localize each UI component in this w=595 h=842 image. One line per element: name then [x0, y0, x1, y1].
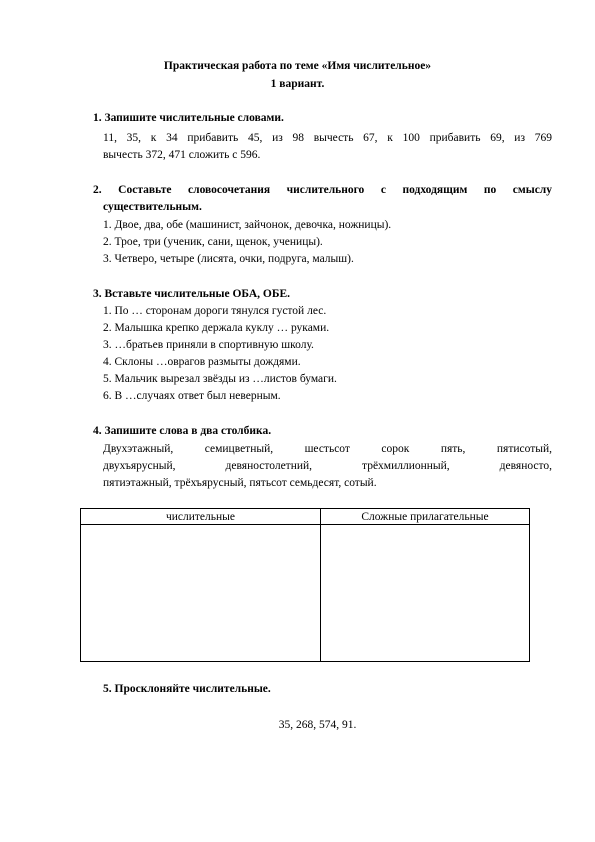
- task5-heading: 5. Просклоняйте числительные.: [103, 683, 271, 695]
- task3-heading: 3. Вставьте числительные ОБА, ОБЕ.: [93, 288, 291, 300]
- task4-words-line2: двухъярусный, девяностолетний, трёхмиллионный, девяносто,: [103, 460, 552, 472]
- task2-item-3: 3. Четверо, четыре (лисята, очки, подруга, малыш).: [103, 253, 354, 265]
- task4-words-line3: пятиэтажный, трёхъярусный, пятьсот семьдесят, сотый.: [103, 477, 377, 489]
- page-title: Практическая работа по теме «Имя числительное»: [163, 60, 432, 72]
- variant-label: 1 вариант.: [270, 78, 325, 90]
- task3-item-3: 3. …братьев приняли в спортивную школу.: [103, 339, 314, 351]
- task2-heading-line1: 2. Составьте словосочетания числительного с подходящим по смыслу: [93, 184, 552, 196]
- two-column-table: [80, 508, 530, 662]
- table-header-compound-adjectives: Сложные прилагательные: [321, 509, 530, 525]
- task5-numbers: 35, 268, 574, 91.: [278, 719, 357, 731]
- task3-item-4: 4. Склоны …оврагов размыты дождями.: [103, 356, 301, 368]
- task1-heading: 1. Запишите числительные словами.: [93, 112, 284, 124]
- task2-item-1: 1. Двое, два, обе (машинист, зайчонок, девочка, ножницы).: [103, 219, 392, 231]
- adjectives-answer-cell[interactable]: [321, 525, 530, 662]
- task3-item-6: 6. В …случаях ответ был неверным.: [103, 390, 281, 402]
- numerals-answer-cell[interactable]: [81, 525, 321, 662]
- task4-words-line1: Двухэтажный, семицветный, шестьсот сорок пять, пятисотый,: [103, 443, 552, 455]
- task3-item-2: 2. Малышка крепко держала куклу … руками.: [103, 322, 330, 334]
- task2-heading-line2: существительным.: [103, 201, 202, 213]
- task1-text-line1: 11, 35, к 34 прибавить 45, из 98 вычесть 67, к 100 прибавить 69, из 769: [103, 132, 552, 144]
- table-header-numerals: числительные: [81, 509, 321, 525]
- task2-item-2: 2. Трое, три (ученик, сани, щенок, ученицы).: [103, 236, 323, 248]
- task3-item-1: 1. По … сторонам дороги тянулся густой лес.: [103, 305, 327, 317]
- task4-heading: 4. Запишите слова в два столбика.: [93, 425, 272, 437]
- task3-item-5: 5. Мальчик вырезал звёзды из …листов бумаги.: [103, 373, 337, 385]
- task1-text-line2: вычесть 372, 471 сложить с 596.: [103, 149, 261, 161]
